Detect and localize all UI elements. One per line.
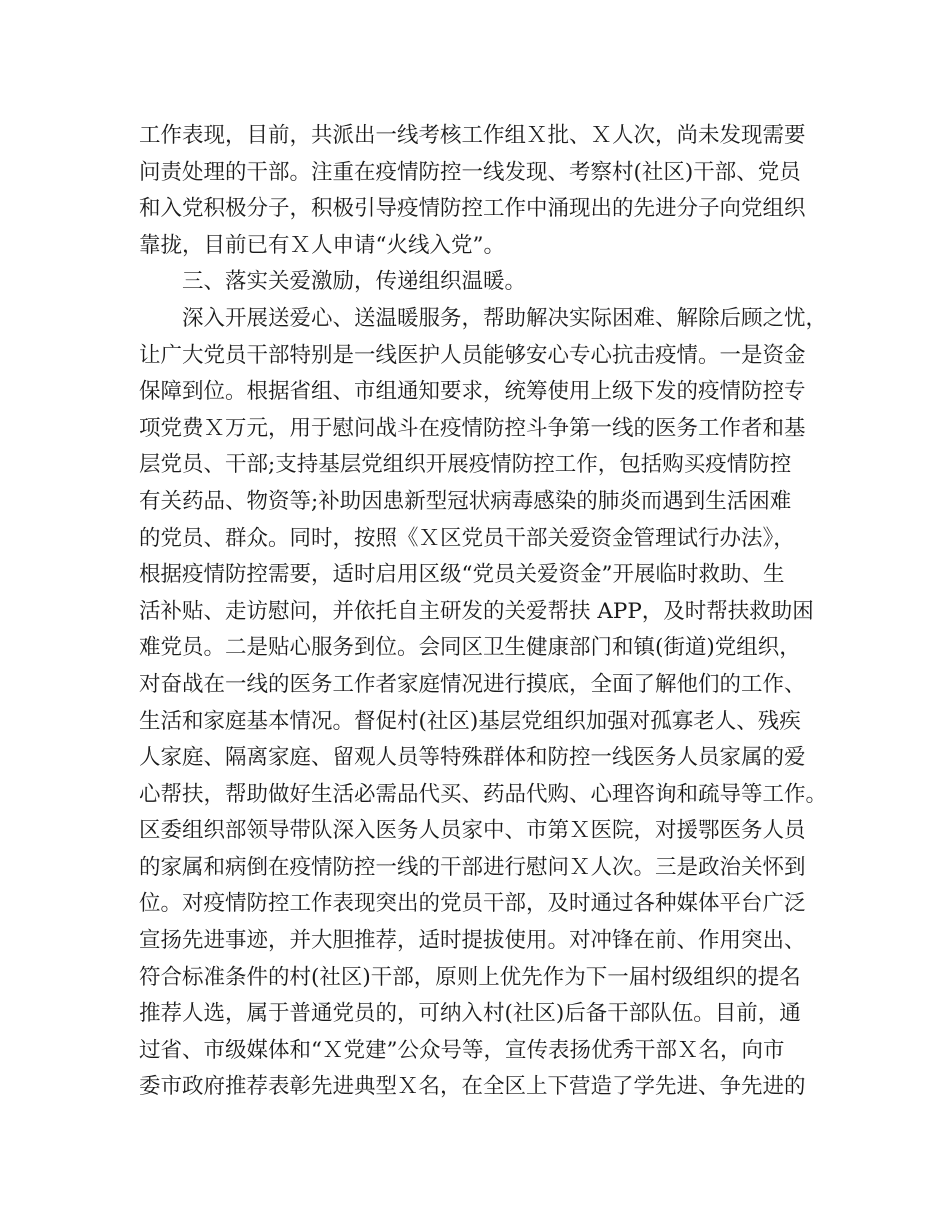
text-line: 人家庭、隔离家庭、留观人员等特殊群体和防控一线医务人员家属的爱 xyxy=(139,745,806,771)
section-heading: 三、落实关爱激励，传递组织温暖。 xyxy=(182,269,527,295)
text-line: 项党费Ｘ万元，用于慰问战斗在疫情防控斗争第一线的医务工作者和基 xyxy=(139,415,806,441)
text-line: 问责处理的干部。注重在疫情防控一线发现、考察村(社区)干部、党员 xyxy=(139,159,801,185)
text-line: 区委组织部领导带队深入医务人员家中、市第Ｘ医院，对援鄂医务人员 xyxy=(139,818,806,844)
text-line: 位。对疫情防控工作表现突出的党员干部，及时通过各种媒体平台广泛 xyxy=(139,891,806,917)
text-line: 和入党积极分子，积极引导疫情防控工作中涌现出的先进分子向党组织 xyxy=(139,196,806,222)
text-line: 对奋战在一线的医务工作者家庭情况进行摸底，全面了解他们的工作、 xyxy=(139,671,806,697)
text-line: 难党员。二是贴心服务到位。会同区卫生健康部门和镇(街道)党组织， xyxy=(139,635,801,661)
paragraph-start-line: 深入开展送爱心、送温暖服务，帮助解决实际困难、解除后顾之忧， xyxy=(182,305,828,331)
text-line: 的党员、群众。同时，按照《Ｘ区党员干部关爱资金管理试行办法》， xyxy=(139,525,795,551)
text-line: 工作表现，目前，共派出一线考核工作组Ｘ批、Ｘ人次，尚未发现需要 xyxy=(139,123,806,148)
text-line: 过省、市级媒体和“Ｘ党建”公众号等，宣传表扬优秀干部Ｘ名，向市 xyxy=(139,1037,785,1063)
text-line: 推荐人选，属于普通党员的，可纳入村(社区)后备干部队伍。目前，通 xyxy=(139,1001,801,1027)
text-line: 活补贴、走访慰问，并依托自主研发的关爱帮扶 APP，及时帮扶救助困 xyxy=(139,598,814,624)
body-text xyxy=(139,118,839,1106)
text-line: 宣扬先进事迹，并大胆推荐，适时提拔使用。对冲锋在前、作用突出、 xyxy=(139,928,806,954)
text-line: 的家属和病倒在疫情防控一线的干部进行慰问Ｘ人次。三是政治关怀到 xyxy=(139,854,806,880)
text-line: 靠拢，目前已有Ｘ人申请“火线入党”。 xyxy=(139,232,505,258)
text-line: 生活和家庭基本情况。督促村(社区)基层党组织加强对孤寡老人、残疾 xyxy=(139,708,801,734)
text-line: 层党员、干部;支持基层党组织开展疫情防控工作，包括购买疫情防控 xyxy=(139,452,792,478)
text-line: 让广大党员干部特别是一线医护人员能够安心专心抗击疫情。一是资金 xyxy=(139,342,806,368)
text-line: 委市政府推荐表彰先进典型Ｘ名，在全区上下营造了学先进、争先进的 xyxy=(139,1074,806,1100)
text-line: 心帮扶，帮助做好生活必需品代买、药品代购、心理咨询和疏导等工作。 xyxy=(139,781,828,807)
text-line: 符合标准条件的村(社区)干部，原则上优先作为下一届村级组织的提名 xyxy=(139,964,801,990)
text-line: 有关药品、物资等;补助因患新型冠状病毒感染的肺炎而遇到生活困难 xyxy=(139,488,792,514)
text-line: 根据疫情防控需要，适时启用区级“党员关爱资金”开展临时救助、生 xyxy=(139,562,785,588)
text-line: 保障到位。根据省组、市组通知要求，统筹使用上级下发的疫情防控专 xyxy=(139,379,806,405)
